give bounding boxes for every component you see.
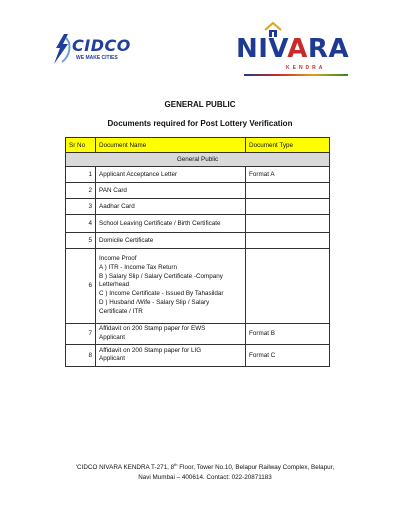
row-document-type: Format B bbox=[246, 323, 330, 345]
section-label: General Public bbox=[66, 153, 330, 167]
row-document-name: Applicant Acceptance Letter bbox=[96, 167, 246, 183]
footer-line-1b: Floor, Tower No.10, Belapur Railway Complex, Belapur, bbox=[177, 464, 335, 472]
row-document-type: Format A bbox=[246, 167, 330, 183]
table-row bbox=[66, 199, 330, 215]
nivara-part2: RA bbox=[307, 34, 350, 64]
name-line: Applicant bbox=[99, 355, 125, 363]
income-proof-line: A ) ITR - Income Tax Return bbox=[99, 263, 177, 271]
row-sr: 3 bbox=[66, 199, 96, 215]
footer-ordinal: th bbox=[174, 462, 178, 467]
page-title: GENERAL PUBLIC bbox=[164, 100, 236, 109]
row-document-name: School Leaving Certificate / Birth Certificate bbox=[96, 215, 246, 233]
row-document-type bbox=[246, 215, 330, 233]
cidco-wordmark: CIDCO bbox=[72, 36, 131, 55]
name-line: Affidavit on 200 Stamp paper for EWS bbox=[99, 325, 206, 333]
row-document-type bbox=[246, 249, 330, 324]
row-sr: 6 bbox=[66, 249, 96, 324]
name-line: Applicant bbox=[99, 333, 125, 341]
table-row bbox=[66, 167, 330, 183]
table-row bbox=[66, 215, 330, 233]
income-proof-line: Letterhead bbox=[99, 281, 130, 289]
row-sr: 1 bbox=[66, 167, 96, 183]
income-proof-line: Income Proof bbox=[99, 255, 137, 262]
row-document-type bbox=[246, 199, 330, 215]
section-row bbox=[66, 153, 330, 167]
row-document-name bbox=[96, 249, 246, 324]
table-row bbox=[66, 323, 330, 345]
nivara-wordmark bbox=[236, 34, 349, 64]
cidco-logo bbox=[50, 30, 140, 72]
table-row bbox=[66, 345, 330, 367]
row-document-name: Domicile Certificate bbox=[96, 233, 246, 249]
cidco-emblem-icon bbox=[50, 32, 72, 66]
row-sr: 5 bbox=[66, 233, 96, 249]
page-subtitle: Documents required for Post Lottery Verification bbox=[107, 119, 293, 128]
table-row bbox=[66, 249, 330, 324]
nivara-color-rule bbox=[244, 74, 348, 76]
nivara-kendra-logo bbox=[236, 22, 356, 72]
footer-line-1a: 'CIDCO NIVARA KENDRA T-271, 8 bbox=[75, 464, 175, 472]
table-header-row bbox=[66, 138, 330, 153]
header-sr-no: Sr No bbox=[66, 138, 96, 153]
table-row bbox=[66, 183, 330, 199]
row-document-name bbox=[96, 323, 246, 345]
table-row bbox=[66, 233, 330, 249]
row-sr: 2 bbox=[66, 183, 96, 199]
row-document-name: PAN Card bbox=[96, 183, 246, 199]
row-document-type bbox=[246, 233, 330, 249]
income-proof-line: B ) Salary Slip / Salary Certificate -Company bbox=[99, 272, 223, 280]
footer-line-1 bbox=[40, 460, 370, 473]
header-document-name: Document Name bbox=[96, 138, 246, 153]
row-document-type bbox=[246, 183, 330, 199]
nivara-part1: NIV bbox=[236, 34, 288, 64]
row-sr: 8 bbox=[66, 345, 96, 367]
nivara-accent-letter: A bbox=[287, 34, 308, 64]
income-proof-line: Certificate / ITR bbox=[99, 307, 143, 315]
row-document-type: Format C bbox=[246, 345, 330, 367]
row-sr: 4 bbox=[66, 215, 96, 233]
income-proof-line: D ) Husband /Wife - Salary Slip / Salary bbox=[99, 298, 210, 306]
footer-address bbox=[40, 460, 370, 483]
cidco-tagline: WE MAKE CITIES bbox=[76, 55, 118, 61]
income-proof-line: C ) Income Certificate - Issued By Tahasildar bbox=[99, 290, 224, 298]
row-document-name bbox=[96, 345, 246, 367]
documents-table bbox=[65, 137, 330, 367]
name-line: Affidavit on 200 Stamp paper for LIG bbox=[99, 346, 202, 354]
header-document-type: Document Type bbox=[246, 138, 330, 153]
footer-line-2: Navi Mumbai – 400614. Contact: 022-20871183 bbox=[138, 474, 272, 482]
row-document-name: Aadhar Card bbox=[96, 199, 246, 215]
nivara-subtitle: KENDRA bbox=[286, 65, 326, 71]
row-sr: 7 bbox=[66, 323, 96, 345]
